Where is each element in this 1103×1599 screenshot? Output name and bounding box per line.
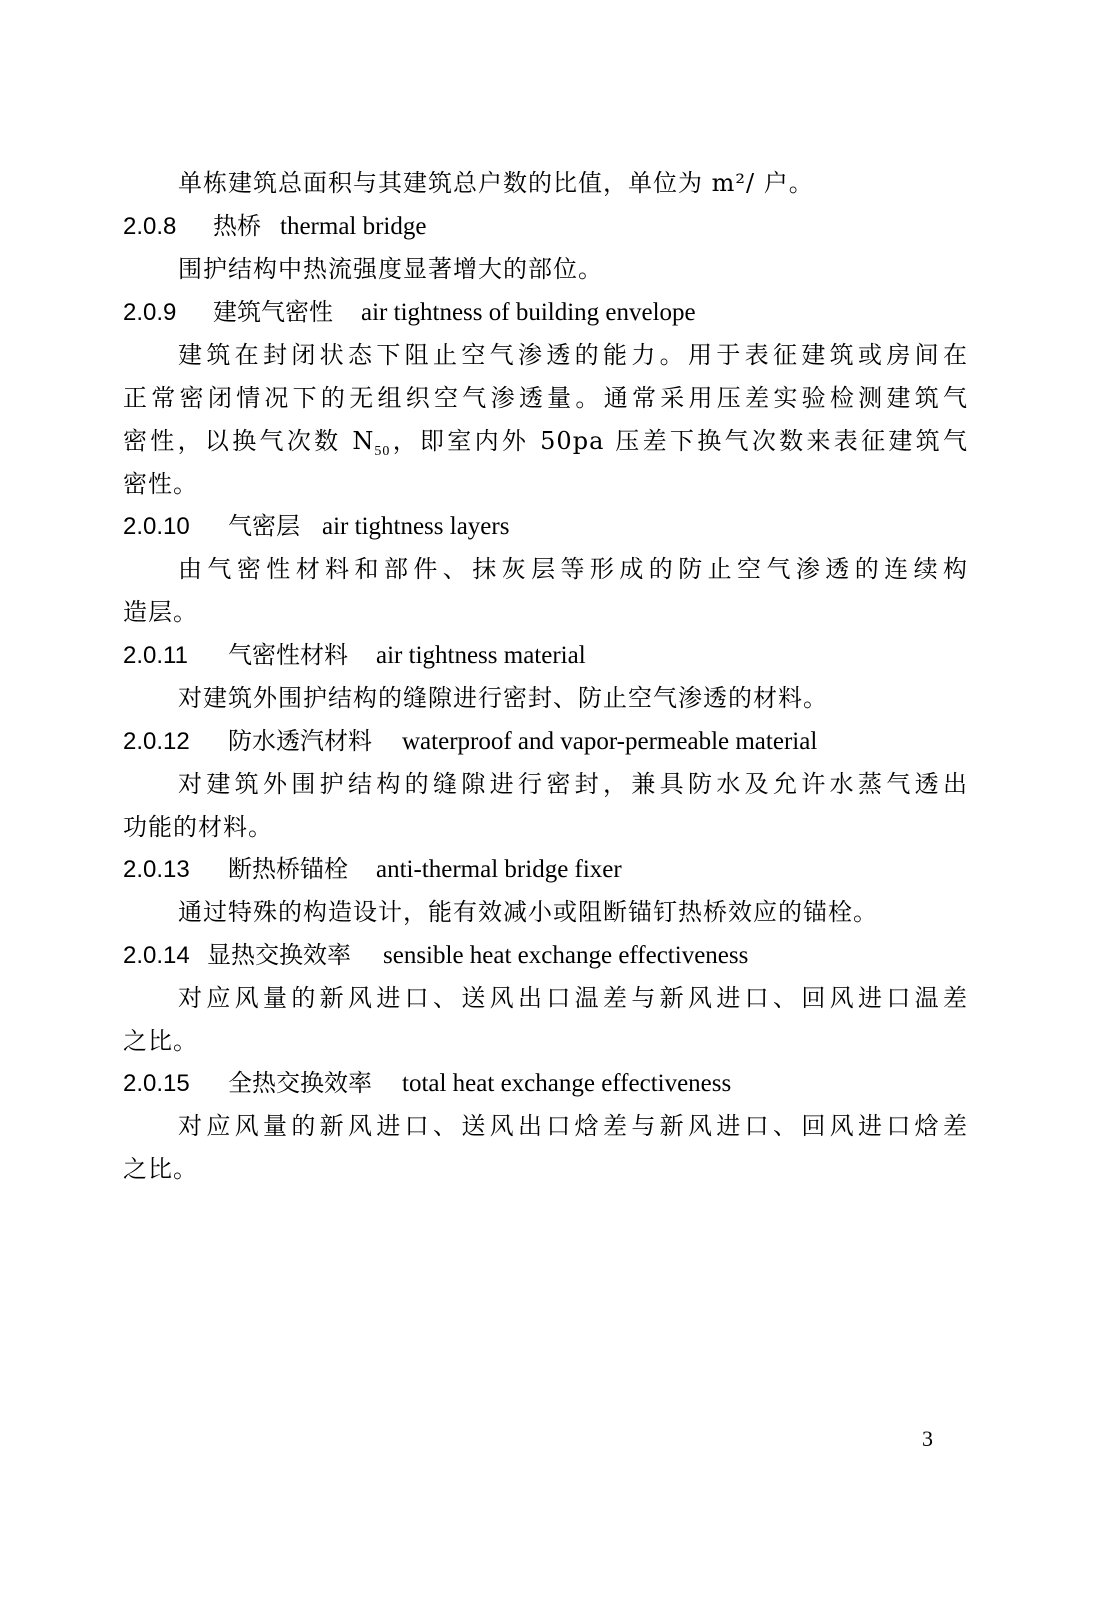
paragraph-text: 单栋建筑总面积与其建筑总户数的比值，单位为 m²/ 户。 — [178, 169, 814, 197]
term-english: total heat exchange effectiveness — [402, 1070, 732, 1097]
paragraph-text: 通过特殊的构造设计，能有效减小或阻断锚钉热桥效应的锚栓。 — [178, 898, 878, 926]
term-chinese: 显热交换效率 — [207, 941, 351, 969]
section-number: 2.0.11 — [123, 642, 188, 669]
paragraph-text: 造层。 — [123, 598, 198, 626]
term-english: air tightness material — [376, 642, 586, 669]
paragraph-line — [123, 1020, 423, 1062]
term-chinese: 建筑气密性 — [213, 298, 333, 326]
paragraph-text: 建筑在封闭状态下阻止空气渗透的能力。用于表征建筑或房间在 — [178, 341, 968, 369]
term-english: thermal bridge — [280, 213, 427, 240]
paragraph-text: 密性。 — [123, 470, 198, 498]
term-chinese: 气密层 — [228, 512, 300, 540]
term-english: anti-thermal bridge fixer — [376, 856, 622, 883]
paragraph-line — [123, 591, 423, 633]
paragraph-line — [178, 1105, 968, 1147]
section-heading-2-0-8 — [123, 205, 1023, 247]
paragraph-text: 功能的材料。 — [123, 813, 273, 841]
paragraph-text: 之比。 — [123, 1027, 198, 1055]
subscript-text: 50 — [374, 443, 391, 459]
term-english: air tightness of building envelope — [361, 299, 696, 326]
paragraph-text: 正常密闭情况下的无组织空气渗透量。通常采用压差实验检测建筑气 — [123, 384, 968, 412]
section-heading-2-0-10 — [123, 505, 1023, 547]
paragraph-text: 对应风量的新风进口、送风出口温差与新风进口、回风进口温差 — [178, 984, 968, 1012]
paragraph-line — [178, 248, 878, 290]
paragraph-line — [123, 420, 968, 462]
paragraph-line — [178, 548, 968, 590]
section-heading-2-0-13 — [123, 848, 1023, 890]
term-chinese: 防水透汽材料 — [228, 727, 372, 755]
page-number: 3 — [922, 1426, 933, 1451]
term-english: waterproof and vapor-permeable material — [402, 728, 818, 755]
section-number: 2.0.10 — [123, 513, 190, 540]
term-chinese: 热桥 — [213, 212, 261, 240]
section-number: 2.0.14 — [123, 942, 190, 969]
paragraph-line — [178, 977, 968, 1019]
section-number: 2.0.13 — [123, 856, 190, 883]
paragraph-text-part: ，即室内外 50pa 压差下换气次数来表征建筑气 — [390, 427, 968, 455]
section-heading-2-0-12 — [123, 720, 1023, 762]
section-heading-2-0-11 — [123, 634, 1023, 676]
paragraph-text: 之比。 — [123, 1155, 198, 1183]
section-number: 2.0.12 — [123, 728, 190, 755]
term-chinese: 气密性材料 — [228, 641, 348, 669]
paragraph-line — [178, 891, 968, 933]
paragraph-line — [123, 377, 968, 419]
paragraph-line — [178, 677, 968, 719]
term-english: sensible heat exchange effectiveness — [383, 942, 749, 969]
section-number: 2.0.15 — [123, 1070, 190, 1097]
term-english: air tightness layers — [322, 513, 510, 540]
term-chinese: 全热交换效率 — [228, 1069, 372, 1097]
paragraph-text: 对应风量的新风进口、送风出口焓差与新风进口、回风进口焓差 — [178, 1112, 968, 1140]
paragraph-line — [178, 162, 878, 204]
paragraph-line — [123, 463, 423, 505]
section-number: 2.0.8 — [123, 213, 177, 240]
paragraph-line — [178, 334, 968, 376]
paragraph-text: 对建筑外围护结构的缝隙进行密封、防止空气渗透的材料。 — [178, 684, 828, 712]
paragraph-text: 由气密性材料和部件、抹灰层等形成的防止空气渗透的连续构 — [178, 555, 968, 583]
paragraph-text: 对建筑外围护结构的缝隙进行密封，兼具防水及允许水蒸气透出 — [178, 770, 968, 798]
paragraph-text-part: 密性，以换气次数 N — [123, 427, 375, 455]
section-heading-2-0-9 — [123, 291, 1023, 333]
section-heading-2-0-15 — [123, 1062, 1023, 1104]
paragraph-text: 围护结构中热流强度显著增大的部位。 — [178, 255, 603, 283]
term-chinese: 断热桥锚栓 — [228, 855, 348, 883]
paragraph-line — [178, 763, 968, 805]
section-heading-2-0-14 — [123, 934, 1023, 976]
section-number: 2.0.9 — [123, 299, 177, 326]
paragraph-line — [123, 806, 423, 848]
paragraph-line — [123, 1148, 423, 1190]
